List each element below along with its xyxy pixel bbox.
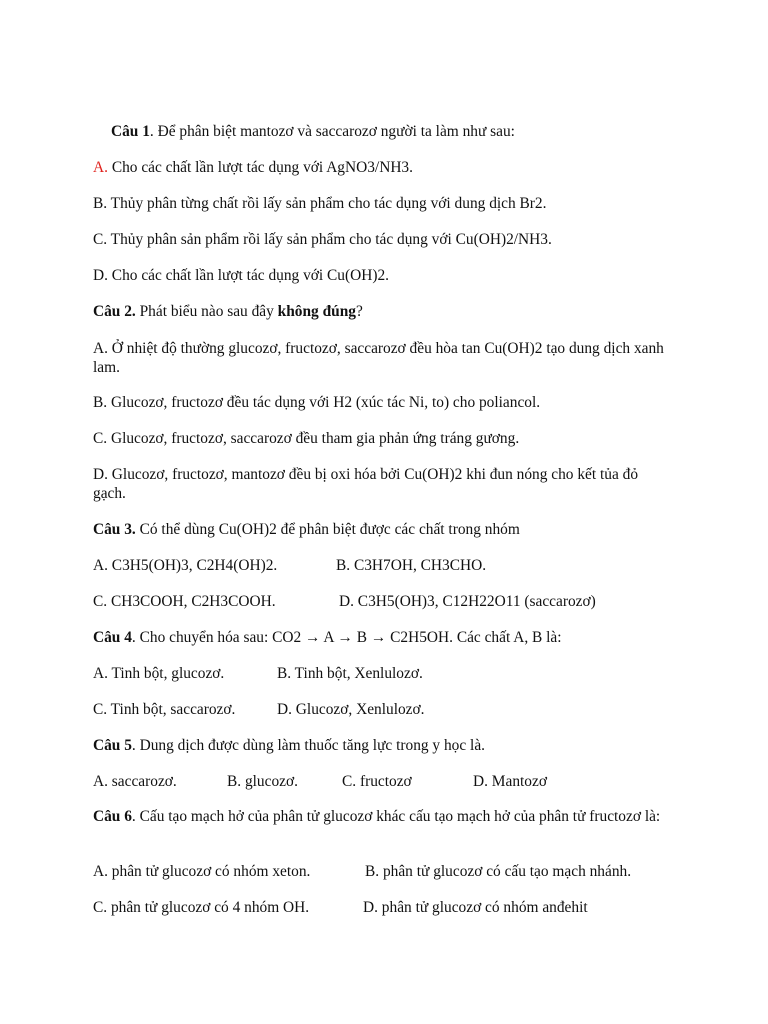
q4-option-c: C. Tinh bột, saccarozơ.: [93, 701, 236, 718]
q2-option-b: B. Glucozơ, fructozơ đều tác dụng với H2 (xúc tác Ni, to) cho poliancol.: [93, 394, 541, 411]
question-6-text: . Cấu tạo mạch hở của phân tử glucozơ khác cấu tạo mạch hở của phân tử fructozơ là:: [131, 808, 661, 825]
question-1: [111, 122, 515, 141]
q3-option-a: A. C3H5(OH)3, C2H4(OH)2.: [93, 557, 278, 574]
question-2-end: ?: [355, 303, 363, 320]
question-3: [93, 520, 520, 539]
q2-option-c: C. Glucozơ, fructozơ, saccarozơ đều tham gia phản ứng tráng gương.: [93, 430, 520, 447]
question-5-number: Câu 5: [93, 737, 132, 754]
q6-option-a: A. phân tử glucozơ có nhóm xeton.: [93, 863, 311, 880]
question-2: [93, 302, 363, 321]
question-6: [93, 807, 673, 826]
question-5: [93, 736, 485, 755]
q5-option-b: B. glucozơ.: [227, 773, 298, 790]
q6-option-c: C. phân tử glucozơ có 4 nhóm OH.: [93, 899, 310, 916]
q1-option-d: D. Cho các chất lần lượt tác dụng với Cu(OH)2.: [93, 267, 390, 284]
question-2-number: Câu 2.: [93, 303, 136, 320]
question-3-number: Câu 3.: [93, 521, 136, 538]
question-3-text: Có thể dùng Cu(OH)2 để phân biệt được các chất trong nhóm: [135, 521, 520, 538]
question-4-number: Câu 4: [93, 629, 132, 646]
q3-option-c: C. CH3COOH, C2H3COOH.: [93, 593, 276, 610]
q1-option-a-letter: A.: [93, 159, 108, 176]
q4-option-b: B. Tinh bột, Xenlulozơ.: [277, 665, 423, 682]
question-1-text: . Để phân biệt mantozơ và saccarozơ người ta làm như sau:: [149, 123, 515, 140]
q3-option-b: B. C3H7OH, CH3CHO.: [336, 557, 487, 574]
q2-option-d: D. Glucozơ, fructozơ, mantozơ đều bị oxi hóa bởi Cu(OH)2 khi đun nóng cho kết tủa đỏ gạch.: [93, 466, 639, 502]
question-2-emphasis: không đúng: [277, 303, 356, 320]
question-5-text: . Dung dịch được dùng làm thuốc tăng lực trong y học là.: [131, 737, 486, 754]
question-1-number: Câu 1: [111, 123, 150, 140]
question-2-text: Phát biểu nào sau đây: [135, 303, 278, 320]
q5-option-d: D. Mantozơ: [473, 773, 547, 790]
q2-option-a: A. Ở nhiệt độ thường glucozơ, fructozơ, saccarozơ đều hòa tan Cu(OH)2 tạo dung dịch xanh lam.: [93, 340, 664, 376]
q6-option-d: D. phân tử glucozơ có nhóm anđehit: [363, 899, 588, 916]
q5-option-a: A. saccarozơ.: [93, 773, 177, 790]
q3-option-d: D. C3H5(OH)3, C12H22O11 (saccarozơ): [339, 593, 596, 610]
question-4-text: . Cho chuyển hóa sau: CO2 → A → B → C2H5OH. Các chất A, B là:: [131, 629, 562, 646]
q1-option-b: B. Thủy phân từng chất rồi lấy sản phẩm cho tác dụng với dung dịch Br2.: [93, 195, 547, 212]
q5-option-c: C. fructozơ: [342, 773, 412, 790]
question-4: [93, 628, 562, 647]
q1-option-a: [93, 158, 413, 177]
q6-option-b: B. phân tử glucozơ có cấu tạo mạch nhánh.: [365, 863, 632, 880]
q1-option-a-text: Cho các chất lần lượt tác dụng với AgNO3/NH3.: [107, 159, 413, 176]
q1-option-c: C. Thủy phân sản phẩm rồi lấy sản phẩm cho tác dụng với Cu(OH)2/NH3.: [93, 231, 552, 248]
q4-option-a: A. Tinh bột, glucozơ.: [93, 665, 225, 682]
q4-option-d: D. Glucozơ, Xenlulozơ.: [277, 701, 425, 718]
question-6-number: Câu 6: [93, 808, 132, 825]
